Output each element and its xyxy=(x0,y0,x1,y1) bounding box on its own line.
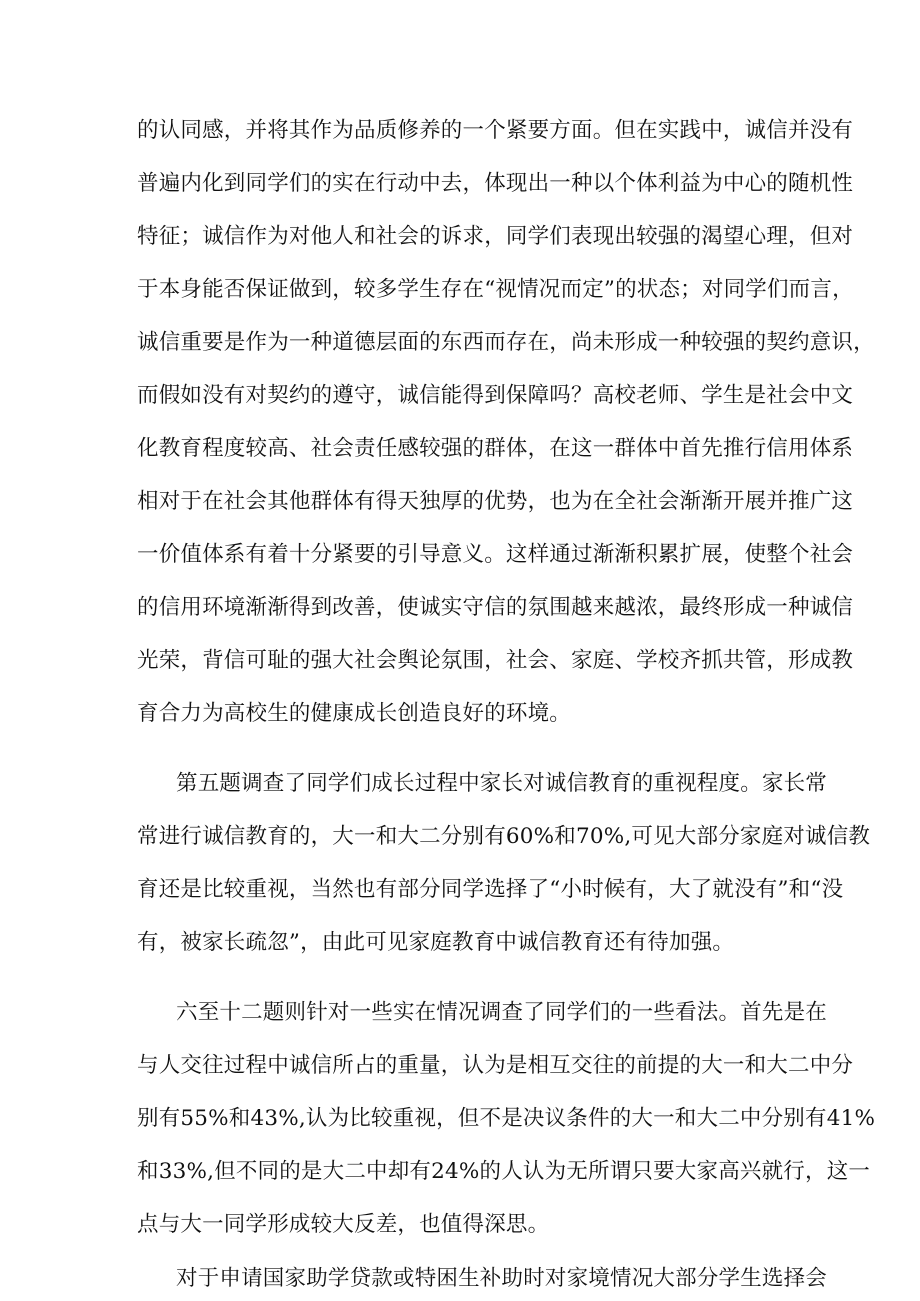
text-line: 育还是比较重视，当然也有部分同学选择了“小时候有，大了就没有”和“没 xyxy=(137,877,844,902)
text-line: 常进行诚信教育的，大一和大二分别有60%和70%,可见大部分家庭对诚信教 xyxy=(137,824,871,849)
text-line: 有，被家长疏忽”，由此可见家庭教育中诚信教育还有待加强。 xyxy=(137,930,735,955)
text-line: 育合力为高校生的健康成长创造良好的环境。 xyxy=(137,701,572,726)
text-line: 点与大一同学形成较大反差，也值得深思。 xyxy=(137,1212,550,1237)
text-line: 相对于在社会其他群体有得天独厚的优势，也为在全社会渐渐开展并推广这 xyxy=(137,489,854,514)
text-line: 特征；诚信作为对他人和社会的诉求，同学们表现出较强的渴望心理，但对 xyxy=(137,224,854,249)
text-line: 对于申请国家助学贷款或特困生补助时对家境情况大部分学生选择会 xyxy=(176,1266,828,1291)
text-line: 一价值体系有着十分紧要的引导意义。这样通过渐渐积累扩展，使整个社会 xyxy=(137,542,854,567)
text-line: 第五题调查了同学们成长过程中家长对诚信教育的重视程度。家长常 xyxy=(176,771,828,796)
text-line: 而假如没有对契约的遵守，诚信能得到保障吗？高校老师、学生是社会中文 xyxy=(137,383,854,408)
text-line: 的信用环境渐渐得到改善，使诚实守信的氛围越来越浓，最终形成一种诚信 xyxy=(137,595,854,620)
text-line: 普遍内化到同学们的实在行动中去，体现出一种以个体利益为中心的随机性 xyxy=(137,171,854,196)
text-line: 的认同感，并将其作为品质修养的一个紧要方面。但在实践中，诚信并没有 xyxy=(137,118,854,143)
text-line: 化教育程度较高、社会责任感较强的群体，在这一群体中首先推行信用体系 xyxy=(137,436,854,461)
text-line: 别有55%和43%,认为比较重视，但不是决议条件的大一和大二中分别有41% xyxy=(137,1106,876,1131)
text-line: 光荣，背信可耻的强大社会舆论氛围，社会、家庭、学校齐抓共管，形成教 xyxy=(137,648,854,673)
text-line: 和33%,但不同的是大二中却有24%的人认为无所谓只要大家高兴就行，这一 xyxy=(137,1159,871,1184)
text-line: 于本身能否保证做到，较多学生存在“视情况而定”的状态；对同学们而言， xyxy=(137,277,854,302)
text-line: 六至十二题则针对一些实在情况调查了同学们的一些看法。首先是在 xyxy=(176,1000,828,1025)
text-line: 诚信重要是作为一种道德层面的东西而存在，尚未形成一种较强的契约意识， xyxy=(137,330,875,355)
text-line: 与人交往过程中诚信所占的重量，认为是相互交往的前提的大一和大二中分 xyxy=(137,1053,854,1078)
